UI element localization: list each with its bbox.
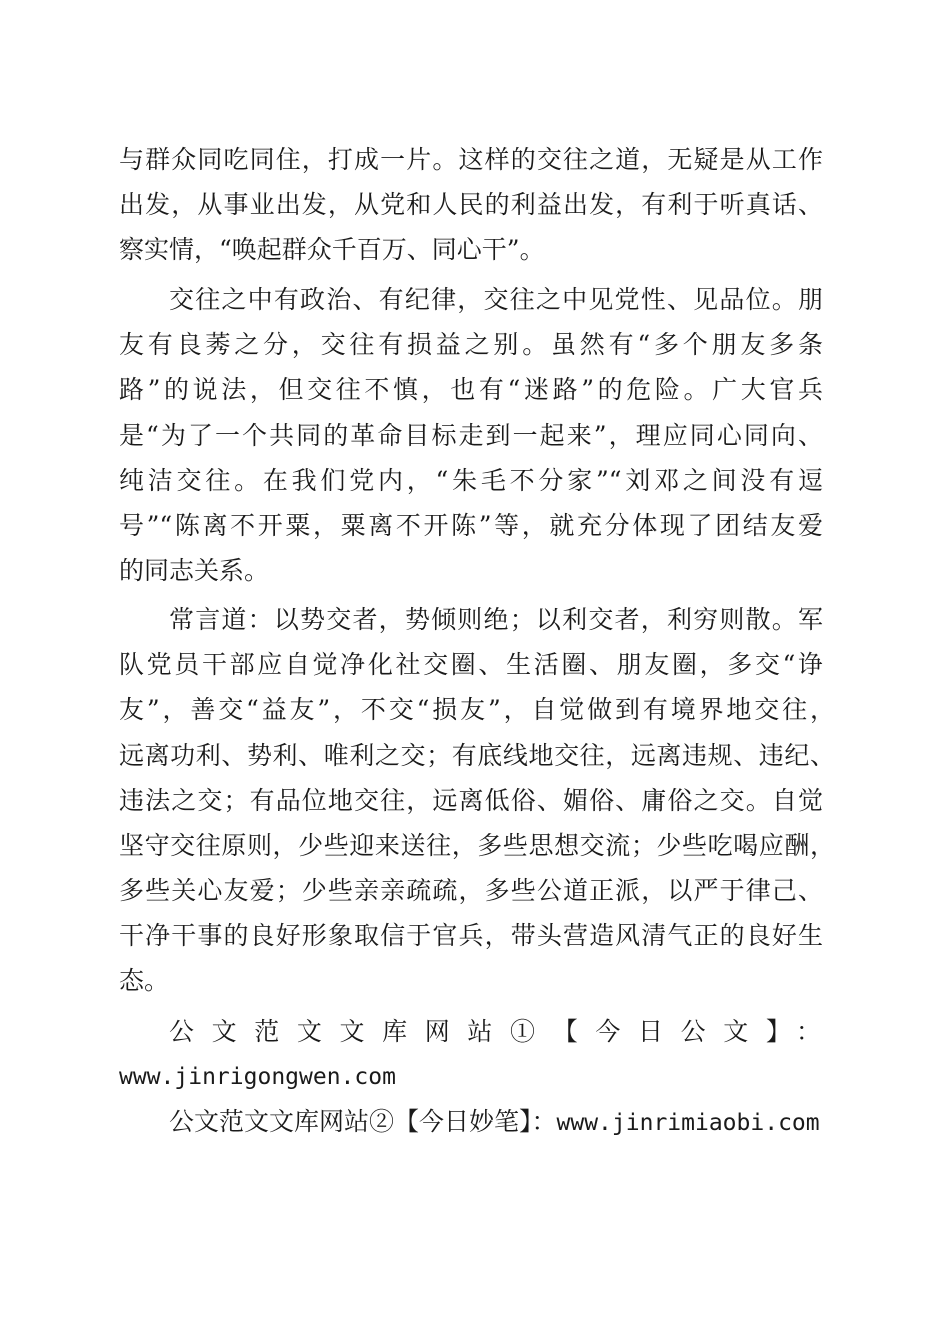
paragraph-2-line-1: 交往之中有政治、有纪律，交往之中见党性、见品位。朋 xyxy=(169,285,823,314)
site-2-reference xyxy=(169,1102,820,1142)
site-2-url[interactable]: www.jinrimiaobi.com xyxy=(556,1110,820,1136)
paragraph-2-line-5: 纯洁交往。在我们党内，“朱毛不分家”“刘邓之间没有逗 xyxy=(119,466,823,495)
paragraph-3-line-1: 常言道：以势交者，势倾则绝；以利交者，利穷则散。军 xyxy=(169,605,823,634)
paragraph-3-line-2: 队党员干部应自觉净化社交圈、生活圈、朋友圈，多交“诤 xyxy=(119,650,823,679)
paragraph-1-line-2: 出发，从事业出发，从党和人民的利益出发，有利于听真话、 xyxy=(119,190,823,219)
paragraph-1-line-1: 与群众同吃同住，打成一片。这样的交往之道，无疑是从工作 xyxy=(119,145,823,174)
paragraph-3-line-8: 干净干事的良好形象取信于官兵，带头营造风清气正的良好生 xyxy=(119,921,823,950)
paragraph-2-line-2: 友有良莠之分，交往有损益之别。虽然有“多个朋友多条 xyxy=(119,330,823,359)
paragraph-3-line-4: 远离功利、势利、唯利之交；有底线地交往，远离违规、违纪、 xyxy=(119,741,835,770)
site-1-url[interactable]: www.jinrigongwen.com xyxy=(119,1064,396,1090)
site-1-label: 公文范文文库网站①【今日公文】： xyxy=(169,1017,823,1046)
paragraph-3-line-5: 违法之交；有品位地交往，远离低俗、媚俗、庸俗之交。自觉 xyxy=(119,786,823,815)
paragraph-3-line-6: 坚守交往原则，少些迎来送往，多些思想交流；少些吃喝应酬， xyxy=(119,831,835,860)
paragraph-2-line-6: 号”“陈离不开粟，粟离不开陈”等，就充分体现了团结友爱 xyxy=(119,511,823,540)
paragraph-3-line-9: 态。 xyxy=(119,966,170,995)
paragraph-2-line-3: 路”的说法，但交往不慎，也有“迷路”的危险。广大官兵 xyxy=(119,375,823,404)
paragraph-3-line-3: 友”，善交“益友”，不交“损友”，自觉做到有境界地交往， xyxy=(119,695,835,724)
paragraph-2-line-4: 是“为了一个共同的革命目标走到一起来”，理应同心同向、 xyxy=(119,421,823,450)
paragraph-2-line-7: 的同志关系。 xyxy=(119,556,270,585)
site-2-label: 公文范文文库网站②【今日妙笔】： xyxy=(169,1107,557,1136)
paragraph-1-line-3: 察实情，“唤起群众千百万、同心干”。 xyxy=(119,235,545,264)
paragraph-3-line-7: 多些关心友爱；少些亲亲疏疏，多些公道正派，以严于律己、 xyxy=(119,876,823,905)
